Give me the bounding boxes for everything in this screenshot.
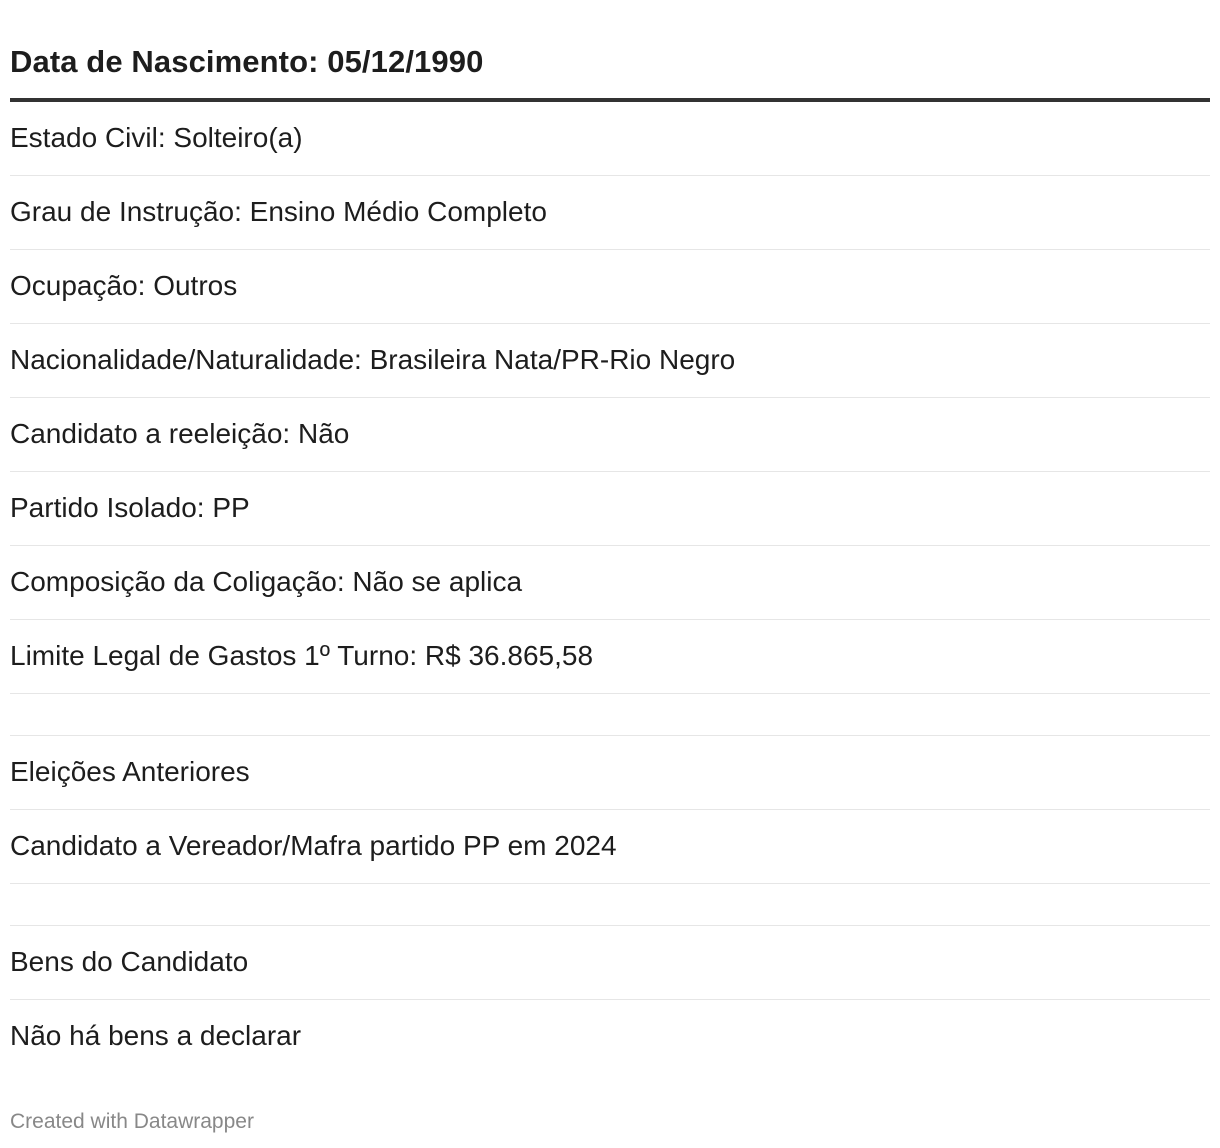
table-row [10, 810, 1210, 884]
table-cell: Composição da Coligação: Não se aplica [10, 566, 523, 597]
table-row [10, 472, 1210, 546]
table-header [10, 0, 1210, 102]
table-cell: Não há bens a declarar [10, 1020, 302, 1051]
table-cell: Grau de Instrução: Ensino Médio Completo [10, 196, 547, 227]
table-cell: Nacionalidade/Naturalidade: Brasileira Nata/PR-Rio Negro [10, 344, 736, 375]
table-cell: Candidato a Vereador/Mafra partido PP em 2024 [10, 830, 617, 861]
table-row-empty [10, 884, 1210, 926]
table-row [10, 250, 1210, 324]
table-row [10, 1000, 1210, 1073]
table-cell: Eleições Anteriores [10, 756, 250, 787]
table-row [10, 398, 1210, 472]
table-row [10, 324, 1210, 398]
table-row [10, 736, 1210, 810]
datawrapper-credit: Created with Datawrapper [10, 1110, 254, 1133]
column-header: Data de Nascimento: 05/12/1990 [10, 44, 484, 79]
table-row [10, 102, 1210, 176]
table-cell: Estado Civil: Solteiro(a) [10, 122, 303, 153]
table-row [10, 926, 1210, 1000]
table-row [10, 546, 1210, 620]
table-cell: Limite Legal de Gastos 1º Turno: R$ 36.865,58 [10, 640, 594, 671]
table-row [10, 176, 1210, 250]
table-cell: Ocupação: Outros [10, 270, 238, 301]
table-cell: Bens do Candidato [10, 946, 249, 977]
table-cell: Candidato a reeleição: Não [10, 418, 350, 449]
table-row-empty [10, 694, 1210, 736]
table-row [10, 620, 1210, 694]
datawrapper-table [10, 0, 1210, 1073]
table-cell: Partido Isolado: PP [10, 492, 250, 523]
